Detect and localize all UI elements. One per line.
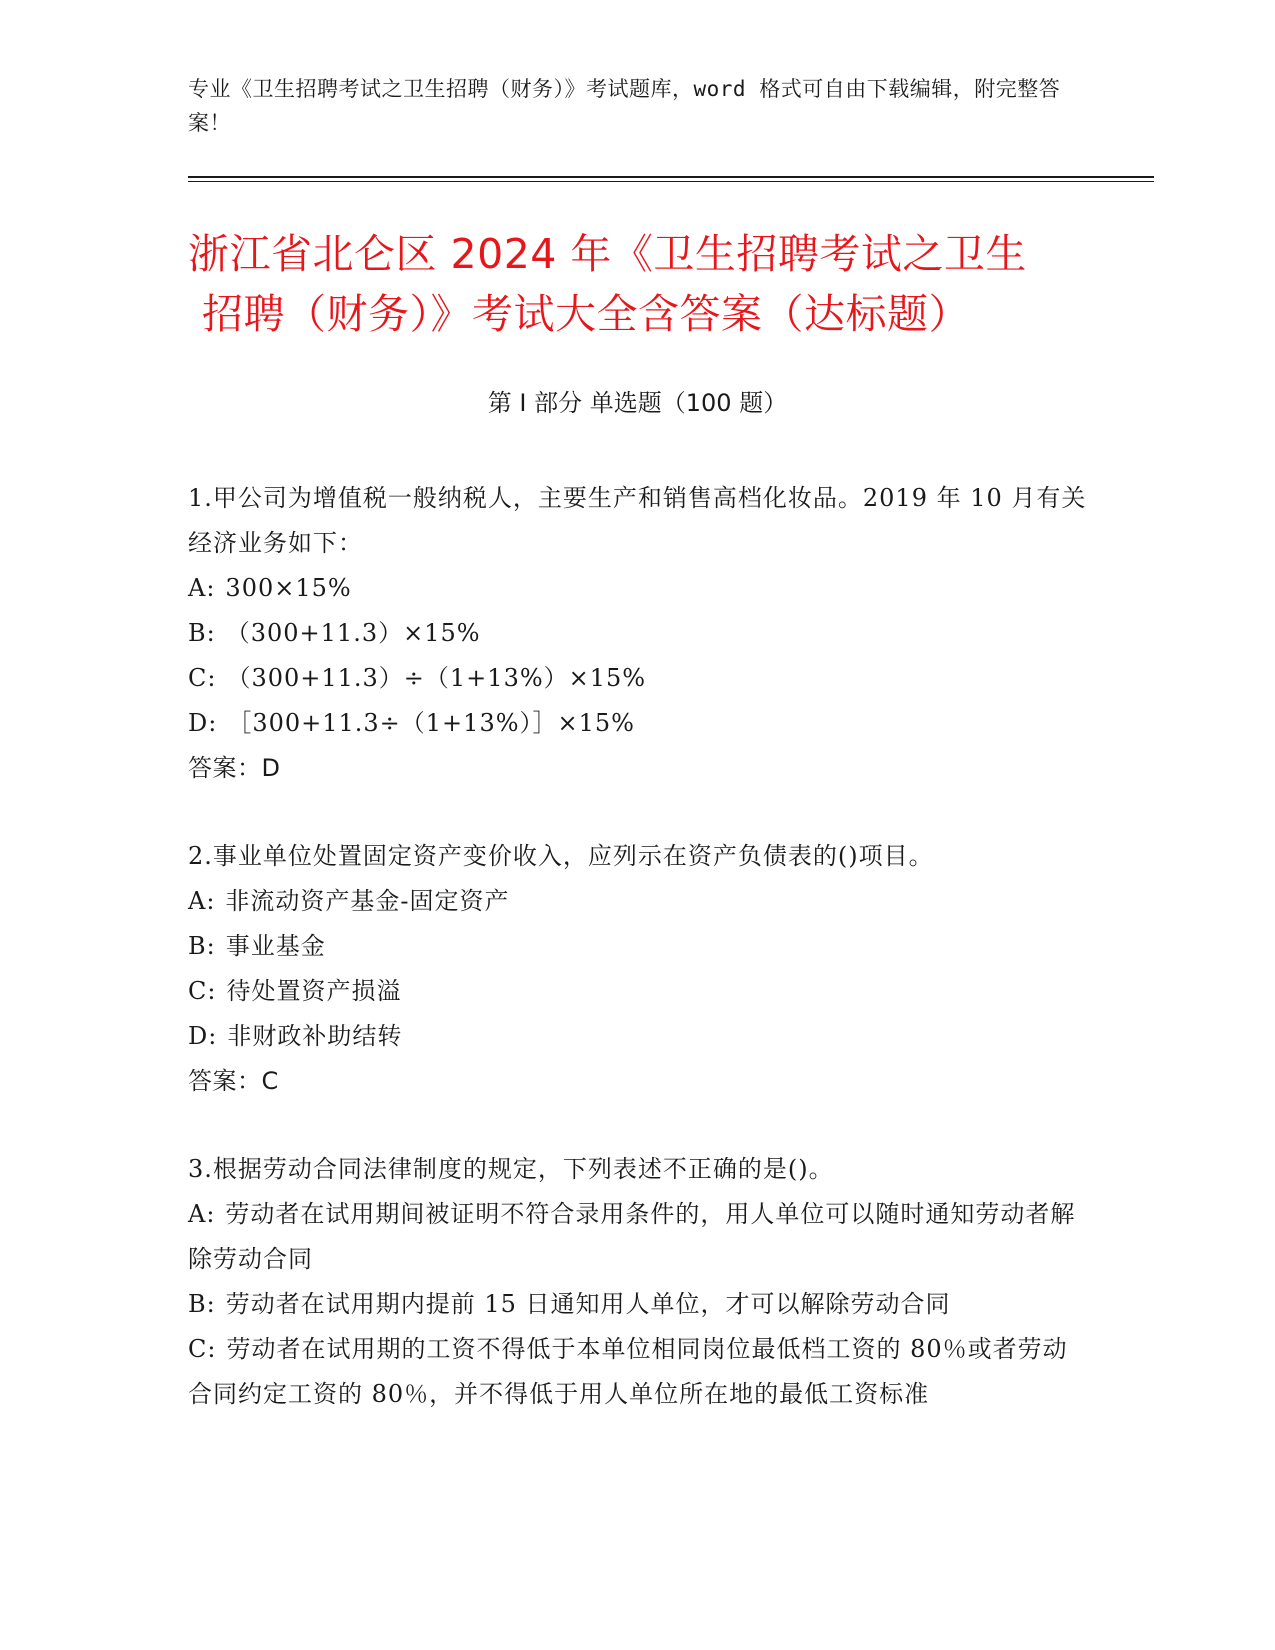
question-list: [188, 476, 1088, 1460]
document-title: [188, 224, 1088, 344]
option-c: [188, 1327, 1088, 1417]
question-2: [188, 834, 1088, 1104]
header-divider-thin: [188, 181, 1154, 182]
section-title: 第 I 部分 单选题（100 题）: [487, 389, 788, 417]
option-letter: C:: [188, 664, 217, 692]
option-a: [188, 1192, 1088, 1282]
option-text: （300+11.3）÷（1+13%）×15%: [226, 664, 647, 692]
answer: 答案：C: [188, 1067, 279, 1095]
option-text: （300+11.3）×15%: [225, 619, 481, 647]
option-text: 事业基金: [225, 932, 326, 960]
option-letter: B:: [188, 1290, 216, 1318]
option-text: 劳动者在试用期内提前 15 日通知用人单位，才可以解除劳动合同: [225, 1290, 951, 1318]
question-stem: 1.甲公司为增值税一般纳税人，主要生产和销售高档化妆品。2019 年 10 月有关经济业务如下：: [188, 484, 1087, 557]
option-letter: C:: [188, 1335, 217, 1363]
option-letter: A:: [188, 887, 216, 915]
option-letter: A:: [188, 574, 216, 602]
option-text: 待处置资产损溢: [226, 977, 402, 1005]
document-title-line1: 浙江省北仑区 2024 年《卫生招聘考试之卫生: [188, 230, 1027, 278]
header-note: 专业《卫生招聘考试之卫生招聘（财务）》考试题库，word 格式可自由下载编辑，附完整答案！: [188, 77, 1061, 135]
answer: 答案：D: [188, 754, 281, 782]
option-d: [188, 701, 1088, 746]
option-b: [188, 1282, 1088, 1327]
option-c: [188, 969, 1088, 1014]
option-letter: C:: [188, 977, 217, 1005]
option-text: 非流动资产基金-固定资产: [225, 887, 510, 915]
option-text: 300×15%: [225, 574, 352, 602]
option-letter: A:: [188, 1200, 216, 1228]
question-3: [188, 1147, 1088, 1417]
option-text: 劳动者在试用期的工资不得低于本单位相同岗位最低档工资的 80％或者劳动合同约定工资的 80％，并不得低于用人单位所在地的最低工资标准: [188, 1335, 1068, 1408]
option-b: [188, 611, 1088, 656]
question-stem: 2.事业单位处置固定资产变价收入，应列示在资产负债表的()项目。: [188, 842, 934, 870]
option-letter: B:: [188, 932, 216, 960]
option-a: [188, 566, 1088, 611]
header-divider: [188, 176, 1154, 178]
question-1: [188, 476, 1088, 791]
option-text: 劳动者在试用期间被证明不符合录用条件的，用人单位可以随时通知劳动者解除劳动合同: [188, 1200, 1076, 1273]
document-title-line2: 招聘（财务）》考试大全含答案（达标题）: [202, 290, 970, 338]
option-text: ［300+11.3÷（1+13%）］×15%: [227, 709, 635, 737]
option-c: [188, 656, 1088, 701]
question-stem: 3.根据劳动合同法律制度的规定，下列表述不正确的是()。: [188, 1155, 834, 1183]
option-b: [188, 924, 1088, 969]
option-a: [188, 879, 1088, 924]
option-d: [188, 1014, 1088, 1059]
option-text: 非财政补助结转: [227, 1022, 403, 1050]
option-letter: D:: [188, 709, 218, 737]
option-letter: B:: [188, 619, 216, 647]
option-letter: D:: [188, 1022, 218, 1050]
